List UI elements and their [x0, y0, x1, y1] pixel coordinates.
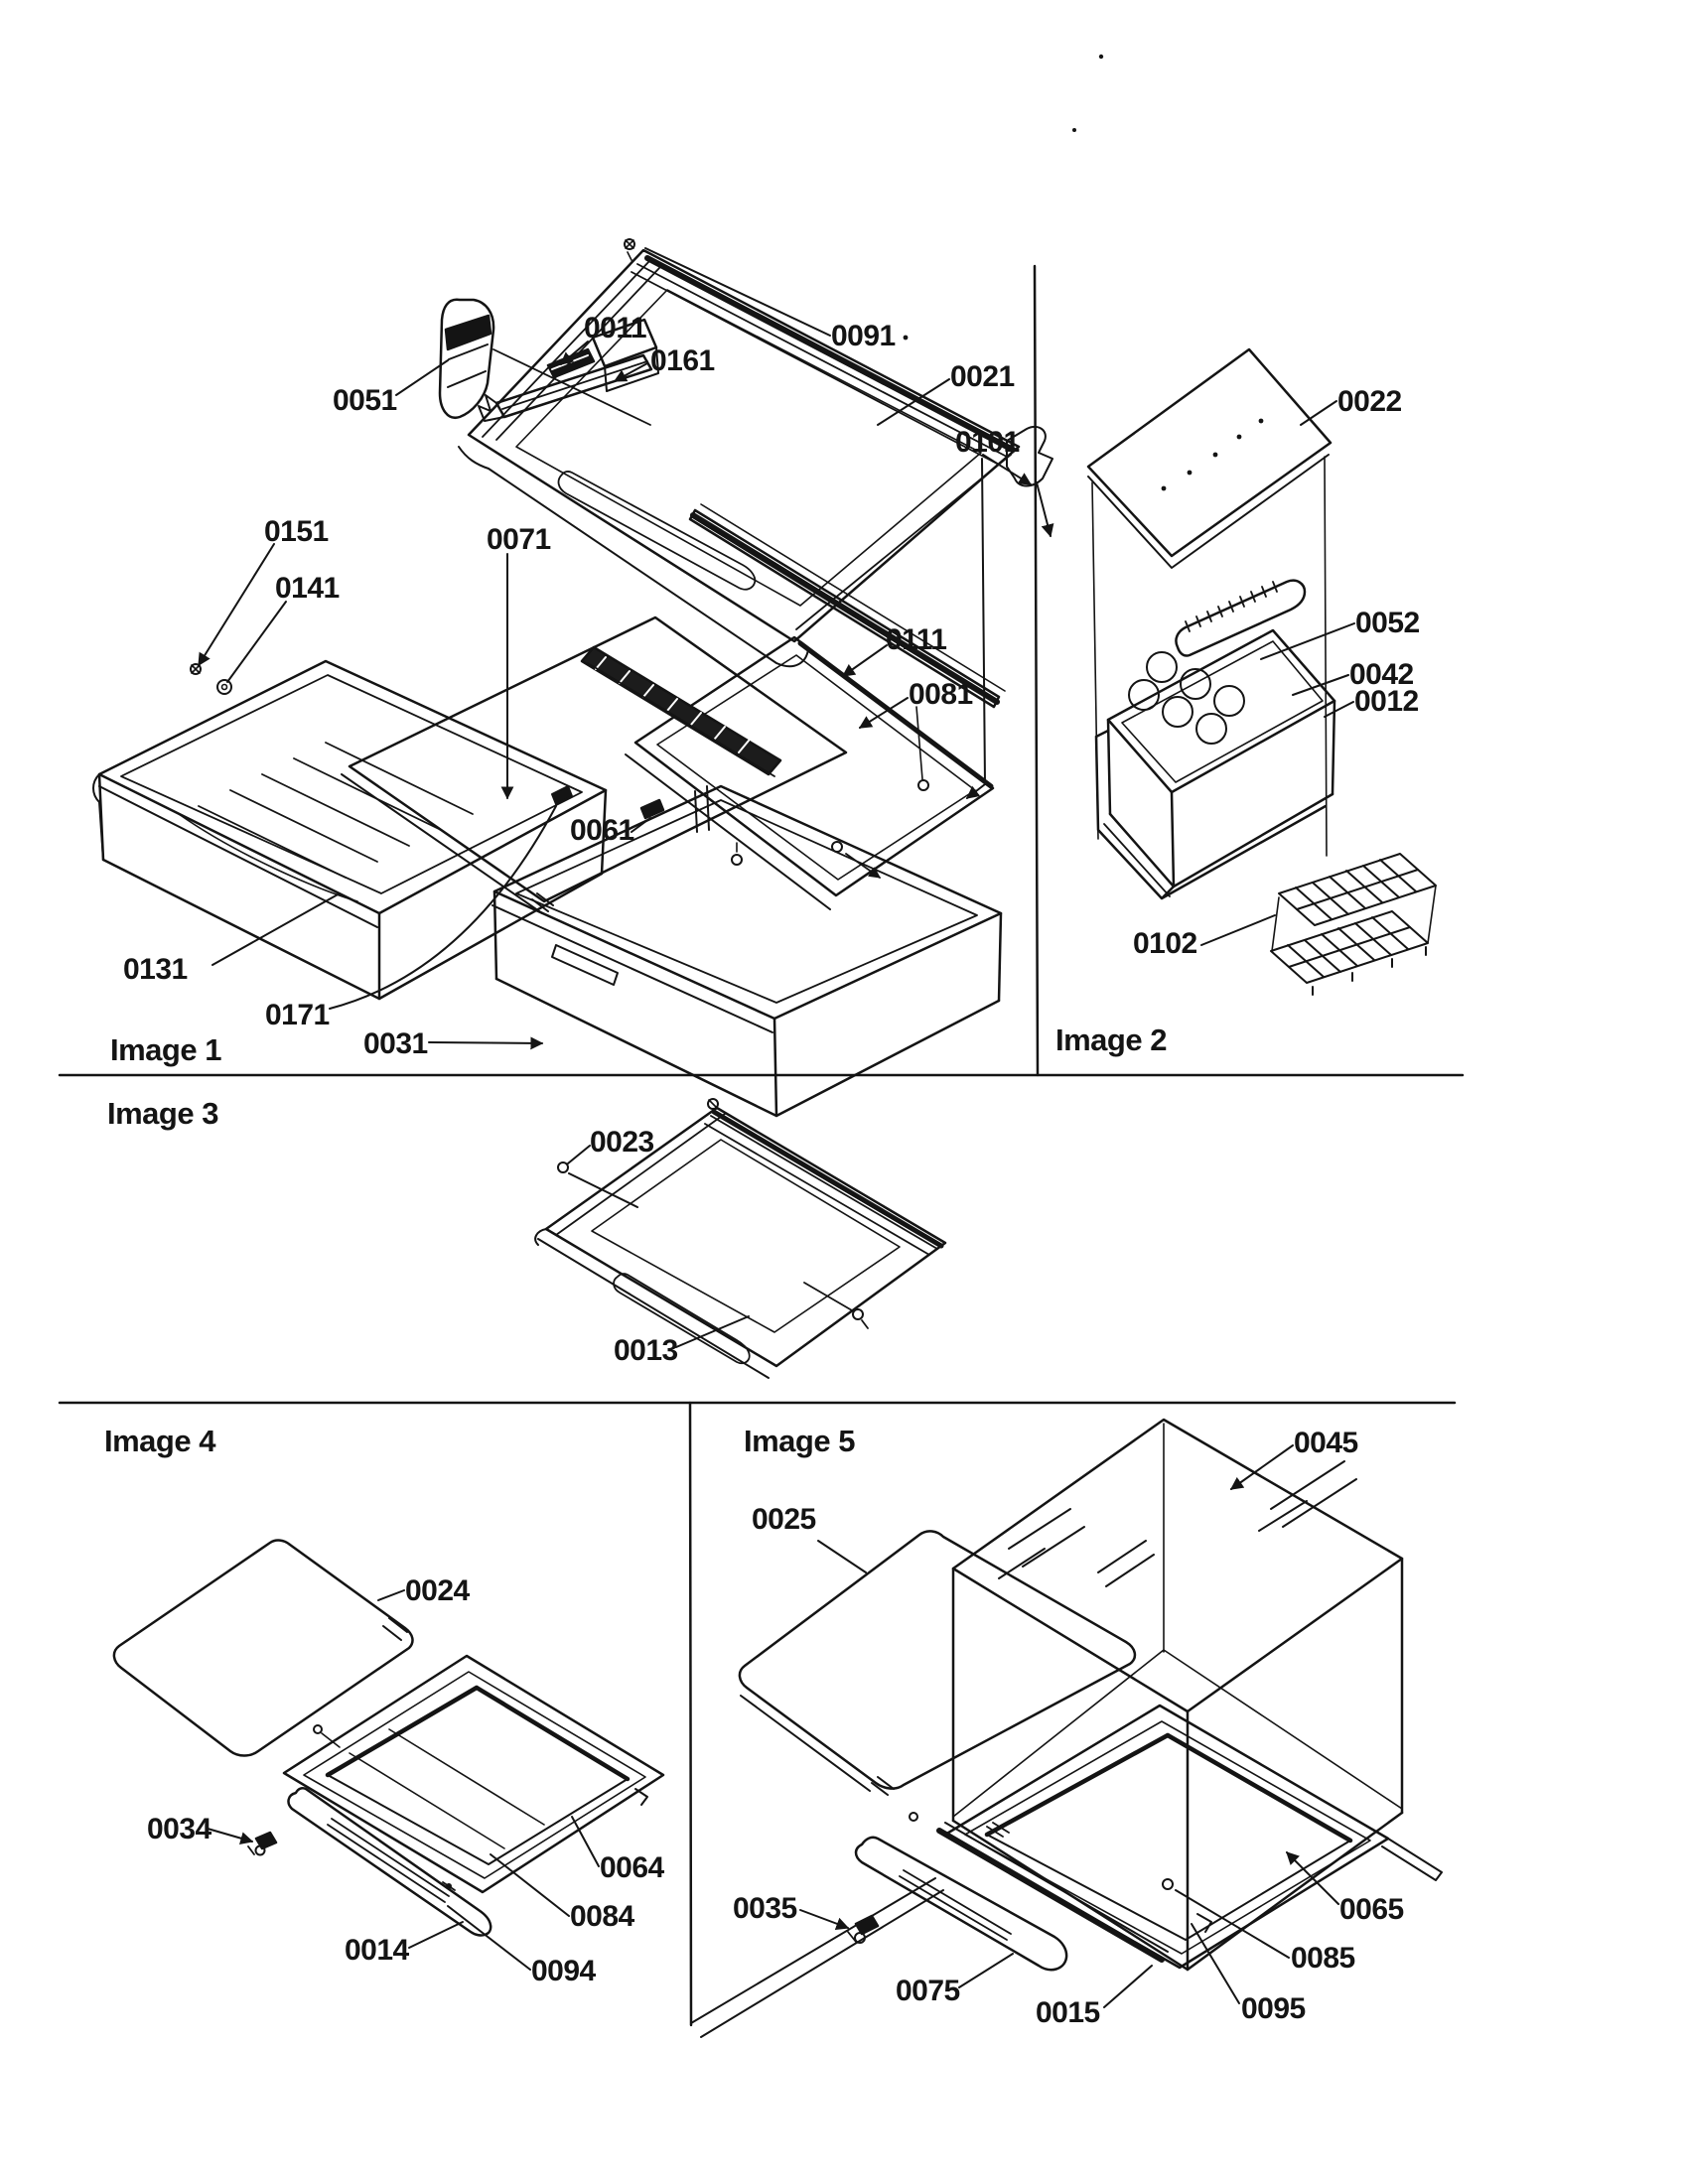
image-1-art — [93, 239, 1052, 1116]
image-3-art — [535, 1099, 945, 1378]
callout-0024: 0024 — [405, 1574, 470, 1607]
callout-0031: 0031 — [363, 1027, 428, 1060]
callout-0045: 0045 — [1294, 1427, 1358, 1459]
callout-0075: 0075 — [896, 1975, 960, 2007]
callout-0151: 0151 — [264, 515, 329, 548]
image-5-art — [691, 1420, 1442, 2037]
deli-shelf-0081-drawing — [582, 637, 993, 909]
callout-0011: 0011 — [584, 312, 647, 344]
section-label-image-4: Image 4 — [104, 1424, 215, 1458]
callout-0021: 0021 — [950, 360, 1015, 393]
image-2-art — [1088, 349, 1436, 995]
callout-0071: 0071 — [487, 523, 551, 556]
callout-0035: 0035 — [733, 1892, 797, 1925]
callout-0161: 0161 — [650, 344, 715, 377]
screw-0151-0141-drawing — [191, 544, 286, 694]
section-label-image-3: Image 3 — [107, 1096, 218, 1131]
section-label-image-2: Image 2 — [1055, 1023, 1167, 1057]
callout-0095: 0095 — [1241, 1992, 1306, 2025]
frame-0064-drawing — [284, 1656, 663, 1892]
callout-0042: 0042 — [1349, 658, 1414, 691]
callout-0081: 0081 — [909, 678, 973, 711]
callout-0034: 0034 — [147, 1813, 211, 1845]
callout-0064: 0064 — [600, 1851, 664, 1884]
callout-0051: 0051 — [333, 384, 397, 417]
callout-0052: 0052 — [1355, 607, 1420, 639]
callout-0022: 0022 — [1337, 385, 1402, 418]
callout-0025: 0025 — [752, 1503, 816, 1536]
callout-0014: 0014 — [345, 1934, 409, 1967]
section-label-image-5: Image 5 — [744, 1424, 855, 1458]
trim-0075-drawing — [856, 1838, 1066, 1970]
callout-0101: 0101 — [955, 426, 1020, 459]
callout-0085: 0085 — [1291, 1942, 1355, 1975]
callout-0091: 0091 — [831, 320, 896, 352]
bracket-0161-drawing — [479, 320, 658, 421]
callout-0084: 0084 — [570, 1900, 634, 1933]
section-label-image-1: Image 1 — [110, 1032, 221, 1067]
image-5-leaders — [800, 1852, 1338, 2007]
scan-specks — [904, 55, 1104, 341]
crisper-0131-drawing — [93, 661, 606, 999]
shelf-0021-drawing — [459, 239, 1019, 666]
shelf-0013-drawing — [535, 1099, 945, 1378]
callout-0012: 0012 — [1354, 685, 1419, 718]
frame-0065-drawing — [691, 1706, 1442, 2037]
callout-0061: 0061 — [570, 814, 634, 847]
callout-0171: 0171 — [265, 999, 330, 1031]
image-4-art — [114, 1541, 663, 1970]
callout-0065: 0065 — [1339, 1893, 1404, 1926]
image-3-leaders — [558, 1146, 749, 1347]
egg-bin-drawing — [1096, 581, 1354, 898]
cover-0045-drawing — [953, 1420, 1402, 1970]
callout-0023: 0023 — [590, 1126, 654, 1159]
callout-0094: 0094 — [531, 1955, 596, 1987]
callout-0102: 0102 — [1133, 927, 1197, 960]
ice-trays-0102-drawing — [1201, 854, 1436, 995]
callout-0013: 0013 — [614, 1334, 678, 1367]
callout-0015: 0015 — [1036, 1996, 1100, 2029]
glass-0024-drawing — [114, 1541, 413, 1756]
callout-0111: 0111 — [886, 623, 947, 656]
callout-0131: 0131 — [123, 953, 188, 986]
callout-0141: 0141 — [275, 572, 340, 605]
clip-0034-drawing — [248, 1833, 276, 1855]
